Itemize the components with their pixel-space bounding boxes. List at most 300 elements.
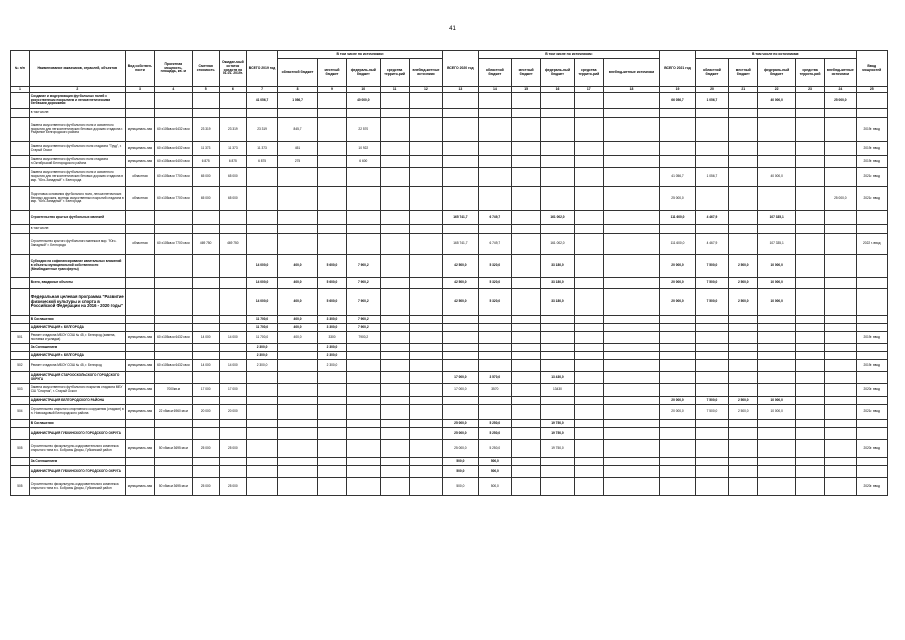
table-cell [603, 372, 659, 384]
table-cell [795, 397, 824, 405]
table-cell [11, 458, 30, 466]
table-cell [660, 428, 695, 440]
table-cell [795, 234, 824, 255]
table-cell [825, 289, 856, 316]
table-cell: 107 335,1 [758, 234, 796, 255]
table-cell: 14 000 [192, 332, 219, 344]
table-cell [192, 397, 219, 405]
col-name: Наименование заказчиков, отраслей, объектов [29, 51, 125, 87]
table-cell [574, 344, 603, 352]
table-cell [758, 458, 796, 466]
table-cell [541, 344, 574, 352]
table-cell [795, 352, 824, 360]
table-cell [512, 225, 541, 234]
table-cell: 10 000,0 [758, 397, 796, 405]
table-cell [219, 289, 246, 316]
table-cell [192, 458, 219, 466]
table-cell [155, 324, 193, 332]
table-cell [574, 168, 603, 187]
table-cell [246, 440, 277, 458]
row-name-cell: Строительство открытого спортивного сооружения (стадион) в п. Новосадовый Белгородского района [29, 405, 125, 420]
table-cell: 7 900,2 [347, 324, 380, 332]
table-cell [246, 225, 277, 234]
table-cell [478, 142, 511, 156]
table-cell [409, 234, 442, 255]
table-cell: областная [125, 168, 154, 187]
table-cell [574, 225, 603, 234]
table-cell: 500,0 [443, 478, 478, 496]
column-number: 4 [155, 87, 193, 93]
table-cell: 25 000 [219, 440, 246, 458]
table-cell: 3570 [478, 384, 511, 397]
table-cell [246, 168, 277, 187]
table-cell: 25 000,0 [443, 428, 478, 440]
table-cell [856, 466, 888, 478]
table-cell [603, 187, 659, 211]
table-cell [541, 142, 574, 156]
table-cell [512, 360, 541, 372]
table-cell: 469 750 [192, 234, 219, 255]
table-cell [11, 428, 30, 440]
table-cell [603, 360, 659, 372]
col-commissioning: Ввод мощностей [856, 51, 888, 87]
table-cell [729, 211, 758, 225]
table-cell [409, 405, 442, 420]
table-cell [603, 156, 659, 168]
table-cell [409, 344, 442, 352]
table-cell [825, 428, 856, 440]
table-cell: 3 570,0 [478, 372, 511, 384]
table-cell: муниципаль-ная [125, 332, 154, 344]
table-cell [219, 93, 246, 109]
table-cell [856, 324, 888, 332]
table-cell: 40 000,0 [347, 93, 380, 109]
table-cell [541, 109, 574, 118]
table-cell [11, 118, 30, 142]
table-cell [795, 466, 824, 478]
table-cell [729, 458, 758, 466]
table-cell: 23 319 [219, 118, 246, 142]
table-cell: 7000кв.м [155, 384, 193, 397]
table-cell: 41 056,7 [660, 168, 695, 187]
table-cell [541, 332, 574, 344]
table-cell [317, 168, 346, 187]
column-number: 7 [246, 87, 277, 93]
row-name-cell: АДМИНИСТРАЦИЯ ГУБКИНСКОГО ГОРОДСКОГО ОКРУГА [29, 428, 125, 440]
table-cell: 7 900,2 [347, 278, 380, 289]
table-cell: 60 х105кв.м 6432 кв.м [155, 118, 193, 142]
col-no: № п/п [11, 51, 30, 87]
table-cell: муниципаль-ная [125, 440, 154, 458]
table-cell [347, 440, 380, 458]
column-number: 23 [795, 87, 824, 93]
table-cell [729, 225, 758, 234]
table-cell [219, 255, 246, 278]
table-cell: 400,0 [278, 316, 318, 324]
table-cell [409, 360, 442, 372]
table-cell [574, 324, 603, 332]
table-cell [729, 168, 758, 187]
table-cell: 7 500,0 [695, 289, 728, 316]
table-cell: 25 000,0 [825, 93, 856, 109]
table-cell [695, 458, 728, 466]
table-cell [603, 255, 659, 278]
col-local-2020: местный бюджет [512, 59, 541, 87]
table-cell: 6 875 [246, 156, 277, 168]
table-cell [219, 109, 246, 118]
table-cell [478, 109, 511, 118]
table-cell: 20 000,0 [660, 278, 695, 289]
table-cell [795, 255, 824, 278]
table-cell [478, 187, 511, 211]
table-cell [380, 360, 409, 372]
table-cell [192, 225, 219, 234]
table-cell: 14 000,0 [246, 278, 277, 289]
column-number: 16 [541, 87, 574, 93]
table-cell: 275 [278, 156, 318, 168]
col-local-2019: местный бюджет [317, 59, 346, 87]
table-cell [512, 316, 541, 324]
column-number: 5 [192, 87, 219, 93]
col-federal-2019: федераль-ный бюджет [347, 59, 380, 87]
table-cell [380, 478, 409, 496]
table-cell [574, 316, 603, 324]
column-number: 15 [512, 87, 541, 93]
table-cell: 2 500,0 [729, 255, 758, 278]
table-cell: 2020г. ввод [856, 440, 888, 458]
table-cell [125, 352, 154, 360]
table-cell [795, 211, 824, 225]
row-name-cell: АДМИНИСТРАЦИЯ ГУБКИНСКОГО ГОРОДСКОГО ОКРУГА [29, 466, 125, 478]
table-cell [192, 109, 219, 118]
sources-2021-header: В том числе по источникам: [695, 51, 856, 59]
table-cell [155, 458, 193, 466]
table-cell [541, 187, 574, 211]
table-cell [795, 324, 824, 332]
table-cell [278, 187, 318, 211]
table-cell [380, 168, 409, 187]
table-cell [660, 384, 695, 397]
table-cell [478, 397, 511, 405]
table-cell [11, 211, 30, 225]
table-cell [512, 344, 541, 352]
table-cell: 504 [11, 405, 30, 420]
table-cell: 4 467,9 [695, 211, 728, 225]
table-cell [512, 118, 541, 142]
table-cell [278, 234, 318, 255]
col-total-2021: ВСЕГО 2021 год [660, 51, 695, 87]
table-cell [409, 324, 442, 332]
table-cell [512, 255, 541, 278]
table-cell: 5 320,0 [478, 278, 511, 289]
table-cell: 41 056,7 [246, 93, 277, 109]
page-number: 41 [449, 26, 456, 32]
table-cell [660, 142, 695, 156]
row-name-cell: АДМИНИСТРАЦИЯ СТАРООСКОЛЬСКОГО ГОРОДСКОГО ОКРУГА [29, 372, 125, 384]
table-cell [795, 316, 824, 324]
table-cell [317, 405, 346, 420]
table-cell: 7 900,2 [347, 289, 380, 316]
table-cell [380, 458, 409, 466]
table-cell [825, 344, 856, 352]
table-cell [541, 156, 574, 168]
table-cell: 23 319 [192, 118, 219, 142]
table-row [11, 397, 888, 405]
table-cell [695, 372, 728, 384]
table-cell [409, 93, 442, 109]
table-cell: 4 467,9 [695, 234, 728, 255]
table-cell: областная [125, 187, 154, 211]
row-name-cell: в том числе: [29, 225, 125, 234]
row-name-cell: Замена искусственного футбольного покрытия стадиона МБУ СШ "Спартак", г. Старый Оскол [29, 384, 125, 397]
table-cell [729, 234, 758, 255]
table-cell [695, 156, 728, 168]
table-cell [729, 420, 758, 428]
table-cell: 33 180,0 [541, 278, 574, 289]
table-cell [409, 372, 442, 384]
table-cell [541, 405, 574, 420]
table-cell [660, 324, 695, 332]
table-cell: 5 600,0 [317, 255, 346, 278]
table-cell [278, 372, 318, 384]
table-cell: 25 000,0 [443, 440, 478, 458]
table-cell [380, 278, 409, 289]
table-cell: 65 000 [192, 187, 219, 211]
investment-program-table [10, 50, 888, 496]
table-cell: муниципаль-ная [125, 478, 154, 496]
table-cell: 111 600,0 [660, 211, 695, 225]
table-cell [278, 168, 318, 187]
table-cell [541, 360, 574, 372]
table-cell [825, 440, 856, 458]
table-cell: областная [125, 234, 154, 255]
table-cell [660, 344, 695, 352]
table-cell [380, 324, 409, 332]
table-cell [317, 118, 346, 142]
table-cell [856, 109, 888, 118]
table-cell: 60 х105кв.м 7700 кв.м [155, 168, 193, 187]
row-name-cell: В Соглашении [29, 316, 125, 324]
table-cell [380, 109, 409, 118]
table-cell: муниципаль-ная [125, 156, 154, 168]
table-cell [155, 466, 193, 478]
table-cell: 2019г. ввод [856, 142, 888, 156]
table-cell [409, 397, 442, 405]
table-cell: 107 335,1 [758, 211, 796, 225]
column-number: 1 [11, 87, 30, 93]
table-cell: 66 056,7 [660, 93, 695, 109]
table-cell [246, 478, 277, 496]
table-cell [219, 397, 246, 405]
table-row [11, 93, 888, 109]
table-row [11, 440, 888, 458]
table-cell: 10 000,0 [758, 255, 796, 278]
table-cell: 13430 [541, 384, 574, 397]
table-cell [155, 397, 193, 405]
table-cell: 50 х5кв.м 3695 кв.м [155, 478, 193, 496]
table-cell [729, 384, 758, 397]
table-cell [125, 278, 154, 289]
table-cell [512, 109, 541, 118]
table-cell: 7 500,0 [695, 278, 728, 289]
table-cell [795, 118, 824, 142]
table-cell: 400,0 [278, 324, 318, 332]
table-cell [443, 118, 478, 142]
table-cell [380, 352, 409, 360]
table-cell [856, 211, 888, 225]
table-cell: 14 000,0 [246, 289, 277, 316]
table-cell [409, 187, 442, 211]
table-cell [603, 466, 659, 478]
table-cell [512, 332, 541, 344]
table-row [11, 316, 888, 324]
table-cell [347, 420, 380, 428]
table-cell [603, 478, 659, 496]
table-cell [825, 405, 856, 420]
table-row [11, 118, 888, 142]
table-cell [155, 352, 193, 360]
table-cell [11, 352, 30, 360]
table-cell: 2021г. ввод [856, 168, 888, 187]
table-cell [856, 420, 888, 428]
table-cell [729, 352, 758, 360]
table-cell [729, 187, 758, 211]
table-row [11, 428, 888, 440]
table-cell [192, 289, 219, 316]
table-cell [443, 156, 478, 168]
table-cell [11, 142, 30, 156]
table-cell [758, 344, 796, 352]
table-cell [409, 168, 442, 187]
table-cell [192, 428, 219, 440]
table-body [11, 93, 888, 496]
table-cell [380, 93, 409, 109]
table-cell [317, 478, 346, 496]
table-cell [512, 168, 541, 187]
table-cell: 500,0 [478, 466, 511, 478]
col-federal-2020: федераль-ный бюджет [541, 59, 574, 87]
column-number: 24 [825, 87, 856, 93]
table-cell [278, 384, 318, 397]
table-cell [278, 420, 318, 428]
table-cell [219, 225, 246, 234]
table-cell [317, 211, 346, 225]
table-cell [380, 316, 409, 324]
table-cell [541, 168, 574, 187]
table-cell [795, 225, 824, 234]
table-cell [541, 324, 574, 332]
table-cell: 5 600,0 [317, 289, 346, 316]
table-cell: 42 500,0 [443, 278, 478, 289]
table-row [11, 289, 888, 316]
table-cell [795, 420, 824, 428]
table-cell: 10 000,0 [758, 289, 796, 316]
table-cell [729, 118, 758, 142]
table-cell [603, 225, 659, 234]
table-cell [278, 428, 318, 440]
table-cell: 5 600,0 [317, 278, 346, 289]
table-cell [380, 234, 409, 255]
table-cell [219, 278, 246, 289]
table-cell [695, 316, 728, 324]
col-expected-balance: Ожидае-мый остаток средств на 01.01. 2019г. [219, 51, 246, 87]
table-cell [512, 466, 541, 478]
table-cell [729, 440, 758, 458]
table-cell [795, 384, 824, 397]
table-cell: муниципаль-ная [125, 384, 154, 397]
col-regional-2020: областной бюджет [478, 59, 511, 87]
table-cell [660, 109, 695, 118]
table-cell: 2 500,0 [729, 397, 758, 405]
table-cell: 1 056,7 [278, 93, 318, 109]
table-cell [443, 352, 478, 360]
column-number: 13 [443, 87, 478, 93]
table-cell [758, 440, 796, 458]
table-cell: 6 600 [347, 156, 380, 168]
table-cell [729, 316, 758, 324]
table-cell [317, 187, 346, 211]
table-cell: 3 300,0 [317, 324, 346, 332]
table-cell: 50 х5кв.м 3695 кв.м [155, 440, 193, 458]
col-offbudget-2020: внебюд-жетные источники [603, 59, 659, 87]
table-cell [409, 440, 442, 458]
table-cell [278, 225, 318, 234]
row-name-cell: Замена искусственного футбольного поля и освоенного покрытия для легкоатлетических беговых дорожек стадиона г. Разумное Белгородского района [29, 118, 125, 142]
table-cell: 10 000,0 [758, 405, 796, 420]
table-cell: 1 056,7 [695, 93, 728, 109]
table-cell [758, 466, 796, 478]
table-cell [409, 142, 442, 156]
table-cell [380, 225, 409, 234]
table-cell [246, 397, 277, 405]
table-cell [795, 332, 824, 344]
column-number: 21 [729, 87, 758, 93]
table-cell [660, 440, 695, 458]
table-cell [574, 234, 603, 255]
table-cell [603, 420, 659, 428]
table-cell [729, 142, 758, 156]
table-cell [758, 156, 796, 168]
table-cell [825, 324, 856, 332]
table-cell [11, 344, 30, 352]
table-cell [795, 478, 824, 496]
table-cell [155, 420, 193, 428]
table-row [11, 360, 888, 372]
table-cell [512, 234, 541, 255]
table-cell [317, 225, 346, 234]
table-cell [603, 93, 659, 109]
table-cell: муниципаль-ная [125, 142, 154, 156]
table-cell [409, 332, 442, 344]
table-cell [729, 93, 758, 109]
table-cell [347, 211, 380, 225]
table-cell: 11 700,0 [246, 316, 277, 324]
table-cell [443, 360, 478, 372]
table-cell [317, 458, 346, 466]
table-cell: 2 300,0 [246, 360, 277, 372]
table-cell [278, 397, 318, 405]
column-number: 3 [125, 87, 154, 93]
table-cell [246, 211, 277, 225]
table-cell [380, 420, 409, 428]
table-cell [155, 428, 193, 440]
table-cell [795, 156, 824, 168]
table-cell: 502 [11, 360, 30, 372]
table-cell: 400,0 [278, 289, 318, 316]
table-cell [155, 316, 193, 324]
column-number: 20 [695, 87, 728, 93]
table-cell: 14 000,0 [246, 255, 277, 278]
